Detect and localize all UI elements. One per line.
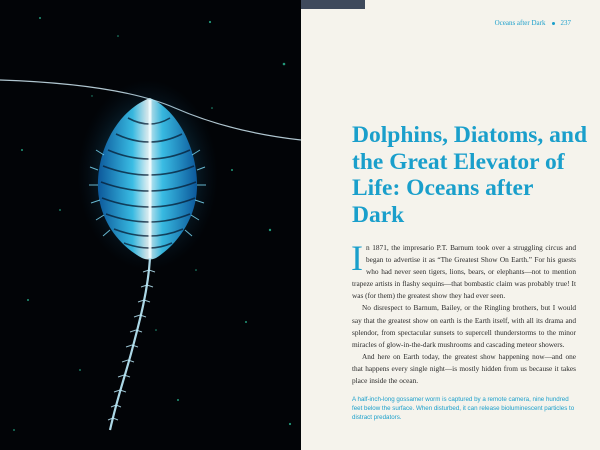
page-tab-marker	[301, 0, 365, 9]
worm-tail	[108, 258, 155, 430]
running-head-section: Oceans after Dark	[494, 19, 546, 27]
paragraph-1	[351, 238, 576, 302]
paragraph-2: No disrespect to Barnum, Bailey, or the Ringling brothers, but I would say that the greatest show on earth is the Earth itself, with all its drama and splendor, from spectacular sunsets to supercell thunderstorms to the minor miracles of glow-in-the-dark mushrooms and cascading meteor showers.	[352, 303, 576, 349]
running-head	[495, 19, 571, 27]
page-number: 237	[560, 19, 571, 27]
drop-cap: I	[351, 238, 363, 278]
bullet-icon	[552, 22, 555, 25]
paragraph-1-text: n 1871, the impresario P.T. Barnum took over a struggling circus and began to advertise it as “The Greatest Show On Earth.” For his guests who had never seen tigers, lions, bears, or elephants—not to mention trapeze artists in flashy sequins—that bombastic claim was probably true! It was (for them) the greatest show they had ever seen.	[352, 243, 576, 301]
body-text	[351, 238, 576, 387]
paragraph-3: And here on Earth today, the greatest show happening now—and one that happens every single night—is mostly hidden from us because it takes place inside the ocean.	[352, 351, 576, 386]
chapter-title: Dolphins, Diatoms, and the Great Elevator of Life: Oceans after Dark	[352, 122, 588, 228]
photo-caption: A half-inch-long gossamer worm is captured by a remote camera, nine hundred feet below the surface. When disturbed, it can release bioluminescent particles to distract predators.	[352, 396, 575, 421]
